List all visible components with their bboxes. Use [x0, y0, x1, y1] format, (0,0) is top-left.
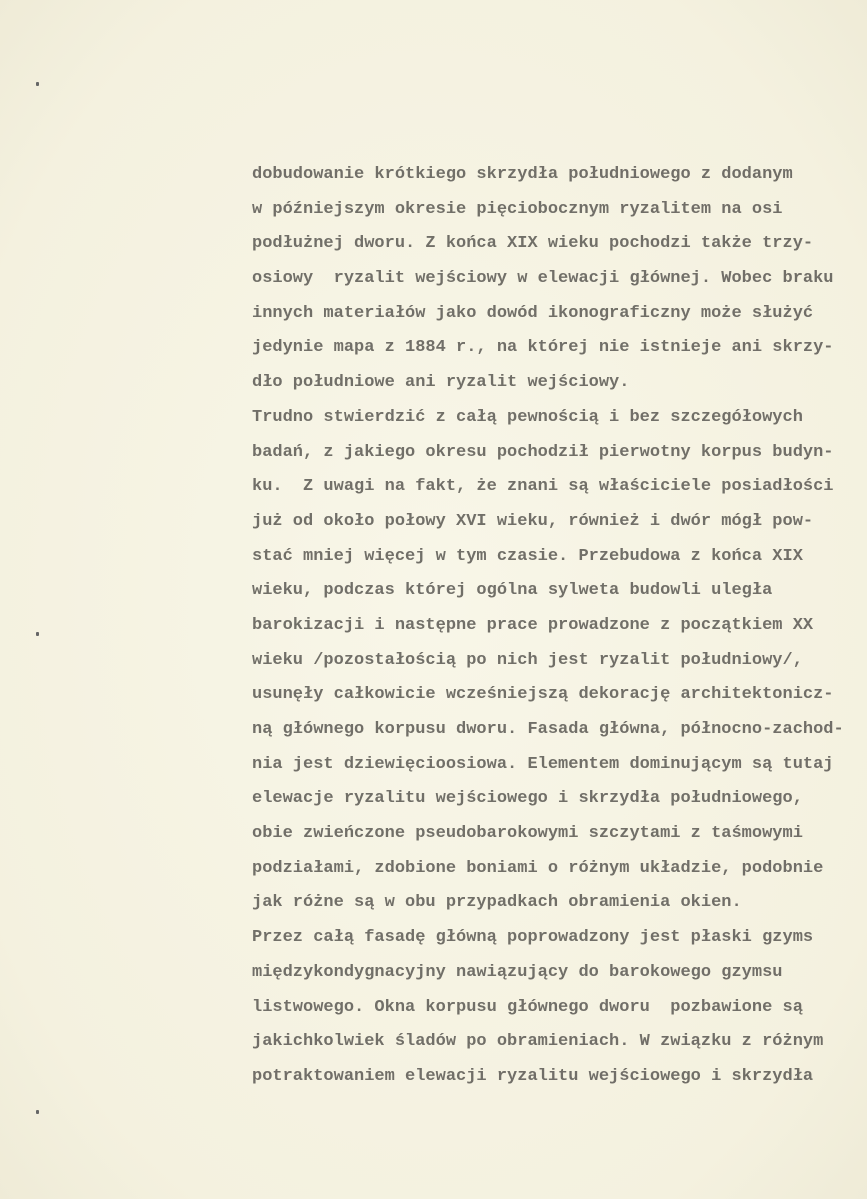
- text-line: podłużnej dworu. Z końca XIX wieku pochodzi także trzy-: [252, 234, 814, 254]
- text-line: Przez całą fasadę główną poprowadzony jest płaski gzyms: [252, 928, 814, 948]
- text-line: usunęły całkowicie wcześniejszą dekorację architektonicz-: [252, 685, 834, 705]
- text-line: Trudno stwierdzić z całą pewnością i bez szczegółowych: [252, 407, 803, 427]
- margin-mark: [36, 632, 39, 636]
- text-line: stać mniej więcej w tym czasie. Przebudowa z końca XIX: [252, 546, 803, 566]
- text-line: potraktowaniem elewacji ryzalitu wejściowego i skrzydła: [252, 1066, 814, 1086]
- text-line: jak różne są w obu przypadkach obramienia okien.: [252, 893, 742, 913]
- text-line: już od około połowy XVI wieku, również i dwór mógł pow-: [252, 511, 814, 531]
- text-line: innych materiałów jako dowód ikonograficzny może służyć: [252, 303, 814, 323]
- text-line: obie zwieńczone pseudobarokowymi szczytami z taśmowymi: [252, 824, 803, 844]
- text-line: w późniejszym okresie pięciobocznym ryzalitem na osi: [252, 199, 783, 219]
- text-line: wieku /pozostałością po nich jest ryzalit południowy/,: [252, 650, 803, 670]
- text-line: dobudowanie krótkiego skrzydła południowego z dodanym: [252, 165, 793, 184]
- margin-mark: [36, 82, 39, 86]
- text-line: badań, z jakiego okresu pochodził pierwotny korpus budyn-: [252, 442, 834, 462]
- text-line: jakichkolwiek śladów po obramieniach. W związku z różnym: [252, 1032, 824, 1052]
- text-line: ną głównego korpusu dworu. Fasada główna, północno-zachod-: [252, 720, 844, 739]
- text-line: dło południowe ani ryzalit wejściowy.: [252, 373, 630, 393]
- document-body: [252, 158, 852, 1095]
- margin-mark: [36, 1110, 39, 1114]
- text-line: osiowy ryzalit wejściowy w elewacji głównej. Wobec braku: [252, 269, 834, 289]
- text-line: ku. Z uwagi na fakt, że znani są właściciele posiadłości: [252, 477, 834, 497]
- text-line: elewacje ryzalitu wejściowego i skrzydła południowego,: [252, 789, 803, 809]
- text-line: międzykondygnacyjny nawiązujący do barokowego gzymsu: [252, 962, 783, 982]
- text-line: wieku, podczas której ogólna sylweta budowli uległa: [252, 581, 773, 601]
- text-line: jedynie mapa z 1884 r., na której nie istnieje ani skrzy-: [252, 338, 834, 358]
- text-line: podziałami, zdobione boniami o różnym układzie, podobnie: [252, 858, 824, 878]
- text-line: barokizacji i następne prace prowadzone z początkiem XX: [252, 615, 814, 635]
- text-line: listwowego. Okna korpusu głównego dworu pozbawione są: [252, 997, 803, 1017]
- text-line: nia jest dziewięcioosiowa. Elementem dominującym są tutaj: [252, 754, 834, 774]
